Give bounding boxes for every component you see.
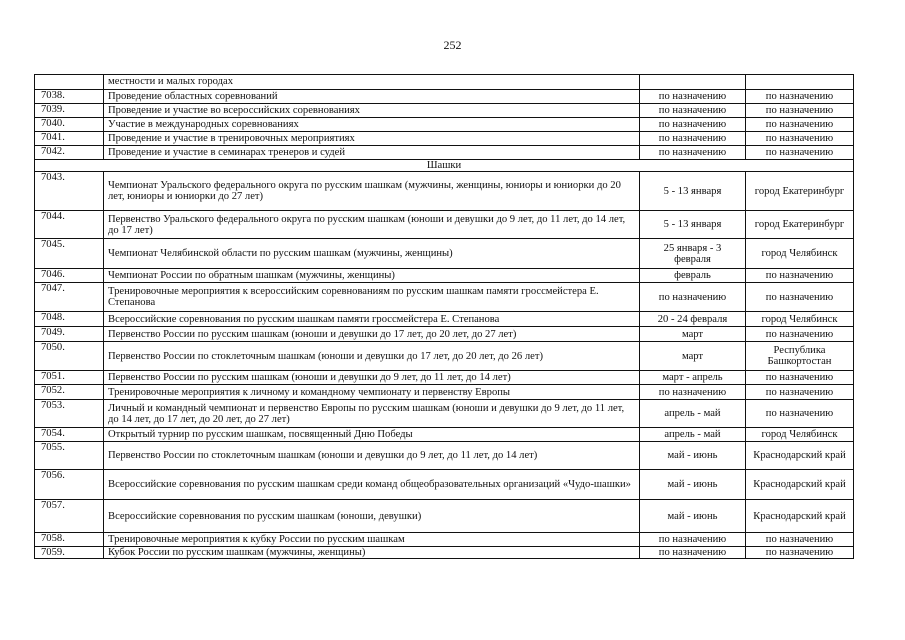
event-date: по назначению: [640, 533, 746, 547]
row-number: 7046.: [35, 269, 104, 283]
events-table: [34, 74, 854, 559]
event-name: Участие в международных соревнованиях: [104, 118, 640, 132]
table-row: [35, 239, 854, 269]
row-number: 7039.: [35, 104, 104, 118]
event-place: город Екатеринбург: [746, 172, 854, 211]
event-date: апрель - май: [640, 428, 746, 442]
event-place: [746, 75, 854, 90]
event-name: Всероссийские соревнования по русским шашкам памяти гроссмейстера Е. Степанова: [104, 312, 640, 327]
event-name: Проведение и участие во всероссийских соревнованиях: [104, 104, 640, 118]
event-name: Первенство России по русским шашкам (юноши и девушки до 9 лет, до 11 лет, до 14 лет): [104, 371, 640, 385]
event-name: Всероссийские соревнования по русским шашкам среди команд общеобразовательных организаций «Чудо-шашки»: [104, 470, 640, 500]
event-place: город Екатеринбург: [746, 211, 854, 239]
event-place: по назначению: [746, 90, 854, 104]
table-row: [35, 312, 854, 327]
event-date: по назначению: [640, 385, 746, 400]
event-date: февраль: [640, 269, 746, 283]
event-place: по назначению: [746, 283, 854, 312]
event-date: 5 - 13 января: [640, 211, 746, 239]
table-row: [35, 327, 854, 342]
event-place: Краснодарский край: [746, 470, 854, 500]
event-name: Проведение областных соревнований: [104, 90, 640, 104]
event-name: Всероссийские соревнования по русским шашкам (юноши, девушки): [104, 500, 640, 533]
row-number: 7054.: [35, 428, 104, 442]
event-name: Проведение и участие в тренировочных мероприятиях: [104, 132, 640, 146]
event-name: Кубок России по русским шашкам (мужчины, женщины): [104, 547, 640, 559]
event-date: по назначению: [640, 146, 746, 160]
row-number: 7040.: [35, 118, 104, 132]
row-number: [35, 75, 104, 90]
event-place: город Челябинск: [746, 239, 854, 269]
event-date: март: [640, 327, 746, 342]
table-row: [35, 442, 854, 470]
event-place: по назначению: [746, 327, 854, 342]
event-place: по назначению: [746, 132, 854, 146]
row-number: 7038.: [35, 90, 104, 104]
event-date: 20 - 24 февраля: [640, 312, 746, 327]
event-place: по назначению: [746, 146, 854, 160]
event-place: по назначению: [746, 547, 854, 559]
row-number: 7044.: [35, 211, 104, 239]
event-place: Краснодарский край: [746, 500, 854, 533]
table-body-before: [35, 75, 854, 160]
event-place: по назначению: [746, 385, 854, 400]
table-row: [35, 75, 854, 90]
event-name: Тренировочные мероприятия к всероссийским соревнованиям по русским шашкам памяти гроссмейстера Е. Степанова: [104, 283, 640, 312]
event-place: город Челябинск: [746, 428, 854, 442]
event-date: 5 - 13 января: [640, 172, 746, 211]
table-row: [35, 172, 854, 211]
event-place: по назначению: [746, 371, 854, 385]
table-row: [35, 132, 854, 146]
event-place: по назначению: [746, 533, 854, 547]
event-place: по назначению: [746, 104, 854, 118]
row-number: 7041.: [35, 132, 104, 146]
page-number: 252: [443, 38, 462, 52]
row-number: 7055.: [35, 442, 104, 470]
row-number: 7045.: [35, 239, 104, 269]
event-place: по назначению: [746, 118, 854, 132]
table-row: [35, 118, 854, 132]
event-place: город Челябинск: [746, 312, 854, 327]
row-number: 7056.: [35, 470, 104, 500]
event-date: май - июнь: [640, 470, 746, 500]
row-number: 7047.: [35, 283, 104, 312]
row-number: 7051.: [35, 371, 104, 385]
table-row: [35, 146, 854, 160]
section-row: [35, 160, 854, 172]
event-name: Чемпионат России по обратным шашкам (мужчины, женщины): [104, 269, 640, 283]
event-date: март - апрель: [640, 371, 746, 385]
event-date: апрель - май: [640, 400, 746, 428]
event-place: по назначению: [746, 400, 854, 428]
table-row: [35, 211, 854, 239]
table-row: [35, 342, 854, 371]
event-date: май - июнь: [640, 442, 746, 470]
event-date: по назначению: [640, 90, 746, 104]
event-date: по назначению: [640, 104, 746, 118]
row-number: 7058.: [35, 533, 104, 547]
table-row: [35, 428, 854, 442]
event-name: Первенство России по стоклеточным шашкам (юноши и девушки до 17 лет, до 20 лет, до 26 лет): [104, 342, 640, 371]
event-name: Первенство России по стоклеточным шашкам (юноши и девушки до 9 лет, до 11 лет, до 14 лет): [104, 442, 640, 470]
event-date: по назначению: [640, 118, 746, 132]
row-number: 7057.: [35, 500, 104, 533]
event-date: по назначению: [640, 132, 746, 146]
event-date: по назначению: [640, 283, 746, 312]
event-name: Тренировочные мероприятия к кубку России по русским шашкам: [104, 533, 640, 547]
table-row: [35, 104, 854, 118]
section-header-body: [35, 160, 854, 172]
event-date: май - июнь: [640, 500, 746, 533]
event-date: [640, 75, 746, 90]
event-date: по назначению: [640, 547, 746, 559]
event-name: Чемпионат Челябинской области по русским шашкам (мужчины, женщины): [104, 239, 640, 269]
event-name: Проведение и участие в семинарах тренеров и судей: [104, 146, 640, 160]
table-row: [35, 533, 854, 547]
row-number: 7042.: [35, 146, 104, 160]
section-title: Шашки: [35, 160, 854, 172]
event-place: Республика Башкортостан: [746, 342, 854, 371]
row-number: 7053.: [35, 400, 104, 428]
table-row: [35, 470, 854, 500]
row-number: 7059.: [35, 547, 104, 559]
event-place: Краснодарский край: [746, 442, 854, 470]
table-body-after: [35, 172, 854, 559]
event-name: Открытый турнир по русским шашкам, посвященный Дню Победы: [104, 428, 640, 442]
table-row: [35, 283, 854, 312]
event-date: март: [640, 342, 746, 371]
event-name: Личный и командный чемпионат и первенство Европы по русским шашкам (юноши и девушки до 9 лет, до 11 лет, до 14 лет, до 17 лет, до 20 лет, до 27 лет): [104, 400, 640, 428]
table-row: [35, 400, 854, 428]
table-row: [35, 385, 854, 400]
table-row: [35, 371, 854, 385]
table-row: [35, 269, 854, 283]
event-place: по назначению: [746, 269, 854, 283]
row-number: 7048.: [35, 312, 104, 327]
table-row: [35, 547, 854, 559]
row-number: 7049.: [35, 327, 104, 342]
event-name: Тренировочные мероприятия к личному и командному чемпионату и первенству Европы: [104, 385, 640, 400]
row-number: 7052.: [35, 385, 104, 400]
table-row: [35, 90, 854, 104]
event-name: местности и малых городах: [104, 75, 640, 90]
event-date: 25 января - 3 февраля: [640, 239, 746, 269]
table-row: [35, 500, 854, 533]
row-number: 7043.: [35, 172, 104, 211]
row-number: 7050.: [35, 342, 104, 371]
event-name: Первенство России по русским шашкам (юноши и девушки до 17 лет, до 20 лет, до 27 лет): [104, 327, 640, 342]
event-name: Первенство Уральского федерального округа по русским шашкам (юноши и девушки до 9 лет, до 11 лет, до 14 лет, до 17 лет): [104, 211, 640, 239]
event-name: Чемпионат Уральского федерального округа по русским шашкам (мужчины, женщины, юниоры и юниорки до 20 лет, юниоры и юниорки до 27 лет): [104, 172, 640, 211]
